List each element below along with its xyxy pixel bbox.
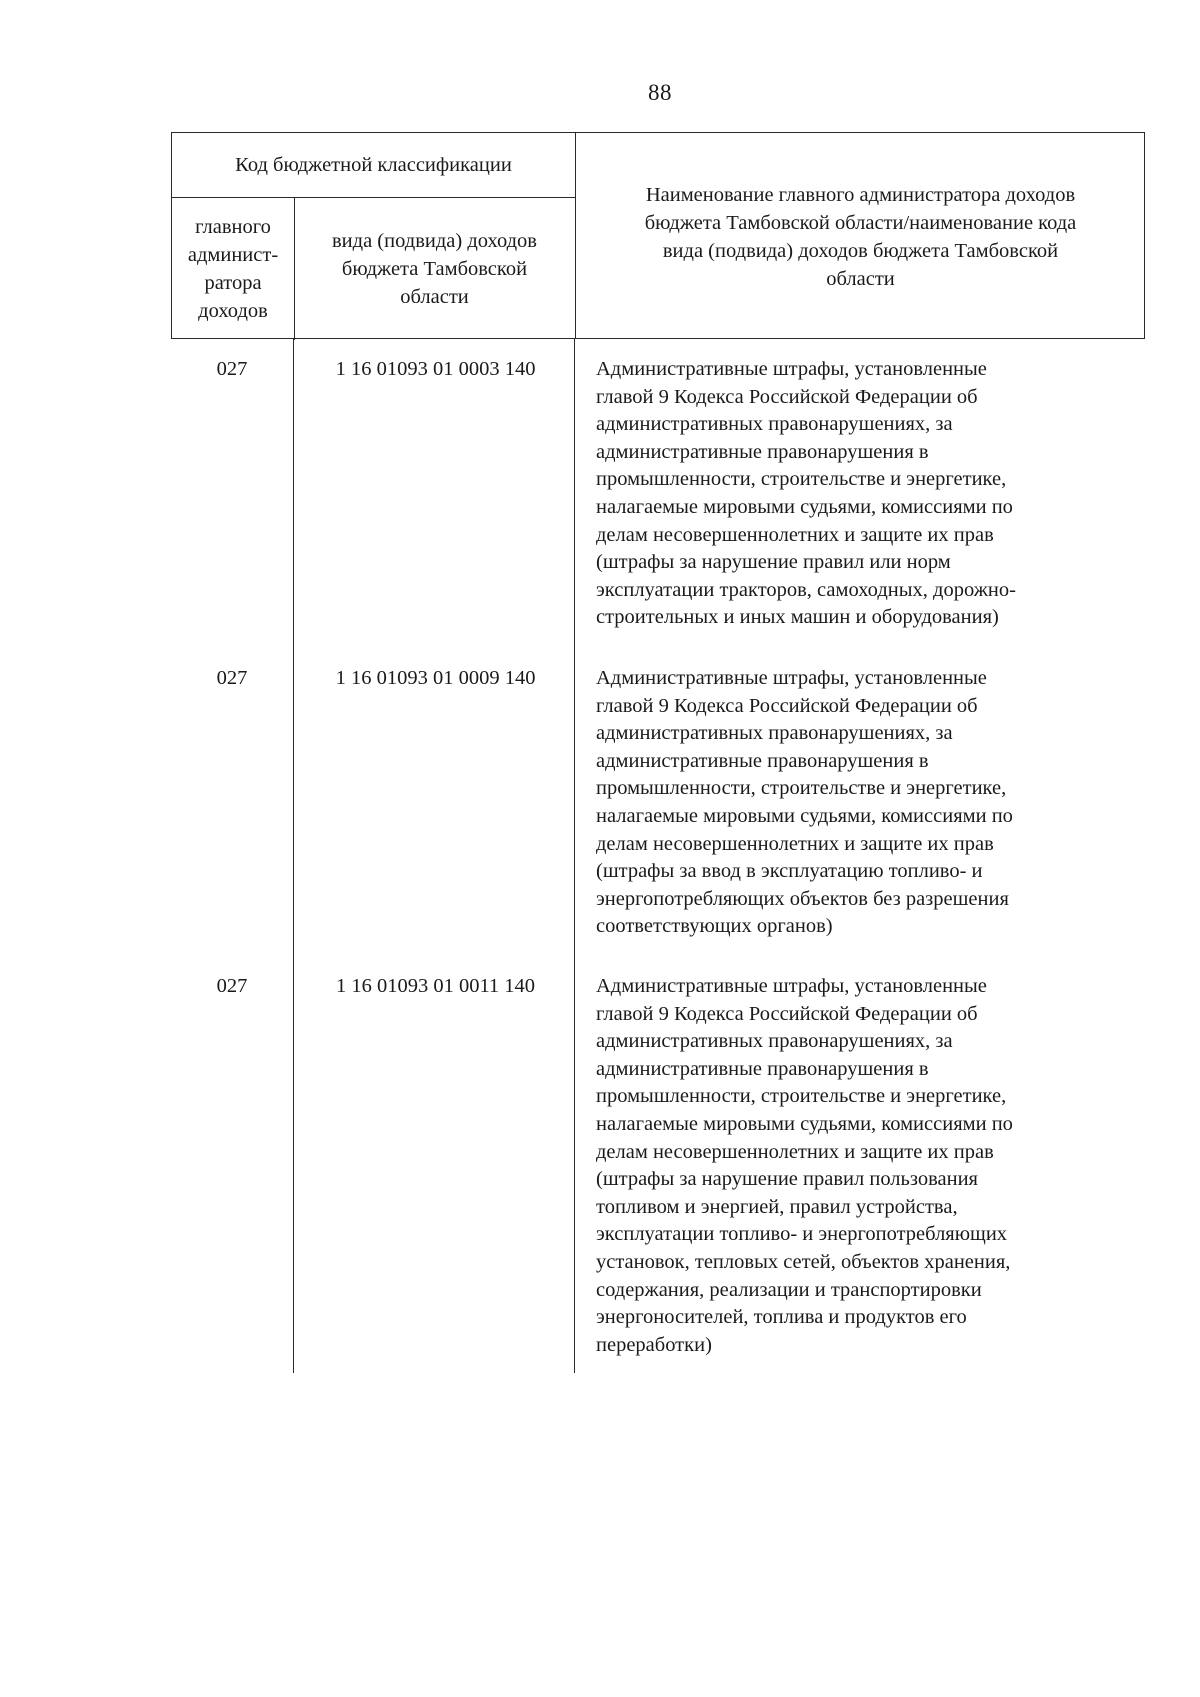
header-name-line: бюджета Тамбовской области/наименование кода (644, 211, 1077, 234)
header-admin-text (188, 213, 278, 325)
description-line: главой 9 Кодекса Российской Федерации об (596, 694, 978, 717)
description-line: административные правонарушения в (596, 749, 929, 772)
header-name-line: Наименование главного администратора доходов (645, 183, 1076, 206)
description-line: эксплуатации тракторов, самоходных, дорожно- (596, 578, 1016, 601)
description-line: содержания, реализации и транспортировки (596, 1278, 982, 1301)
description-line: делам несовершеннолетних и защите их прав (596, 832, 994, 855)
header-name-line: области (826, 267, 895, 290)
description-line: административные правонарушения в (596, 1057, 929, 1080)
header-type-text (332, 227, 537, 311)
description-line: административных правонарушениях, за (596, 413, 953, 436)
description-line: энергоносителей, топлива и продуктов его (596, 1306, 967, 1329)
body-column-line-1 (293, 339, 294, 1373)
revenue-code: 1 16 01093 01 0003 140 (335, 358, 536, 380)
header-group-title (172, 133, 575, 197)
header-type-column (294, 197, 575, 340)
header-admin-line: ратора (204, 271, 262, 294)
description-line: промышленности, строительстве и энергетике, (596, 468, 1007, 491)
header-admin-line: главного (195, 215, 271, 238)
description-line: эксплуатации топливо- и энергопотребляющих (596, 1223, 1008, 1246)
description-line: делам несовершеннолетних и защите их прав (596, 523, 994, 546)
description-line: административные правонарушения в (596, 440, 929, 463)
table-header (171, 132, 1145, 339)
revenue-description (596, 973, 1136, 1359)
description-line: главой 9 Кодекса Российской Федерации об (596, 385, 978, 408)
revenue-code: 1 16 01093 01 0009 140 (335, 667, 536, 689)
header-admin-column (172, 197, 294, 340)
header-name-line: вида (подвида) доходов бюджета Тамбовской (662, 239, 1059, 262)
description-line: строительных и иных машин и оборудования) (596, 606, 999, 629)
header-admin-line: админист- (187, 243, 279, 266)
description-line: Административные штрафы, установленные (596, 358, 987, 380)
page-number: 88 (648, 80, 672, 105)
header-type-line: вида (подвида) доходов (332, 229, 537, 252)
revenue-description (596, 665, 1136, 941)
header-name-text (645, 181, 1077, 293)
description-line: налагаемые мировыми судьями, комиссиями по (596, 1112, 1013, 1135)
description-line: промышленности, строительстве и энергетике, (596, 777, 1007, 800)
admin-code: 027 (216, 975, 248, 997)
description-line: переработки) (596, 1333, 712, 1356)
description-line: соответствующих органов) (596, 915, 833, 938)
revenue-description (596, 356, 1136, 632)
description-line: промышленности, строительстве и энергетике, (596, 1085, 1007, 1108)
header-name-column (575, 133, 1146, 340)
revenue-code: 1 16 01093 01 0011 140 (335, 975, 536, 997)
admin-code: 027 (216, 358, 248, 380)
header-group-title-text: Код бюджетной классификации (235, 154, 512, 176)
body-column-line-2 (574, 339, 575, 1373)
description-line: административных правонарушениях, за (596, 1030, 953, 1053)
description-line: (штрафы за ввод в эксплуатацию топливо- и (596, 860, 983, 883)
header-type-line: области (400, 285, 469, 308)
description-line: установок, тепловых сетей, объектов хранения, (596, 1250, 1011, 1273)
description-line: делам несовершеннолетних и защите их прав (596, 1140, 994, 1163)
header-admin-line: доходов (198, 299, 268, 322)
admin-code: 027 (216, 667, 248, 689)
description-line: (штрафы за нарушение правил или норм (596, 551, 951, 574)
description-line: налагаемые мировыми судьями, комиссиями по (596, 804, 1013, 827)
description-line: административных правонарушениях, за (596, 722, 953, 745)
description-line: главой 9 Кодекса Российской Федерации об (596, 1002, 978, 1025)
description-line: Административные штрафы, установленные (596, 975, 987, 997)
description-line: Административные штрафы, установленные (596, 667, 987, 689)
description-line: налагаемые мировыми судьями, комиссиями по (596, 495, 1013, 518)
description-line: (штрафы за нарушение правил пользования (596, 1168, 978, 1191)
description-line: энергопотребляющих объектов без разрешения (596, 887, 1009, 910)
description-line: топливом и энергией, правил устройства, (596, 1195, 958, 1218)
header-type-line: бюджета Тамбовской (341, 257, 528, 280)
